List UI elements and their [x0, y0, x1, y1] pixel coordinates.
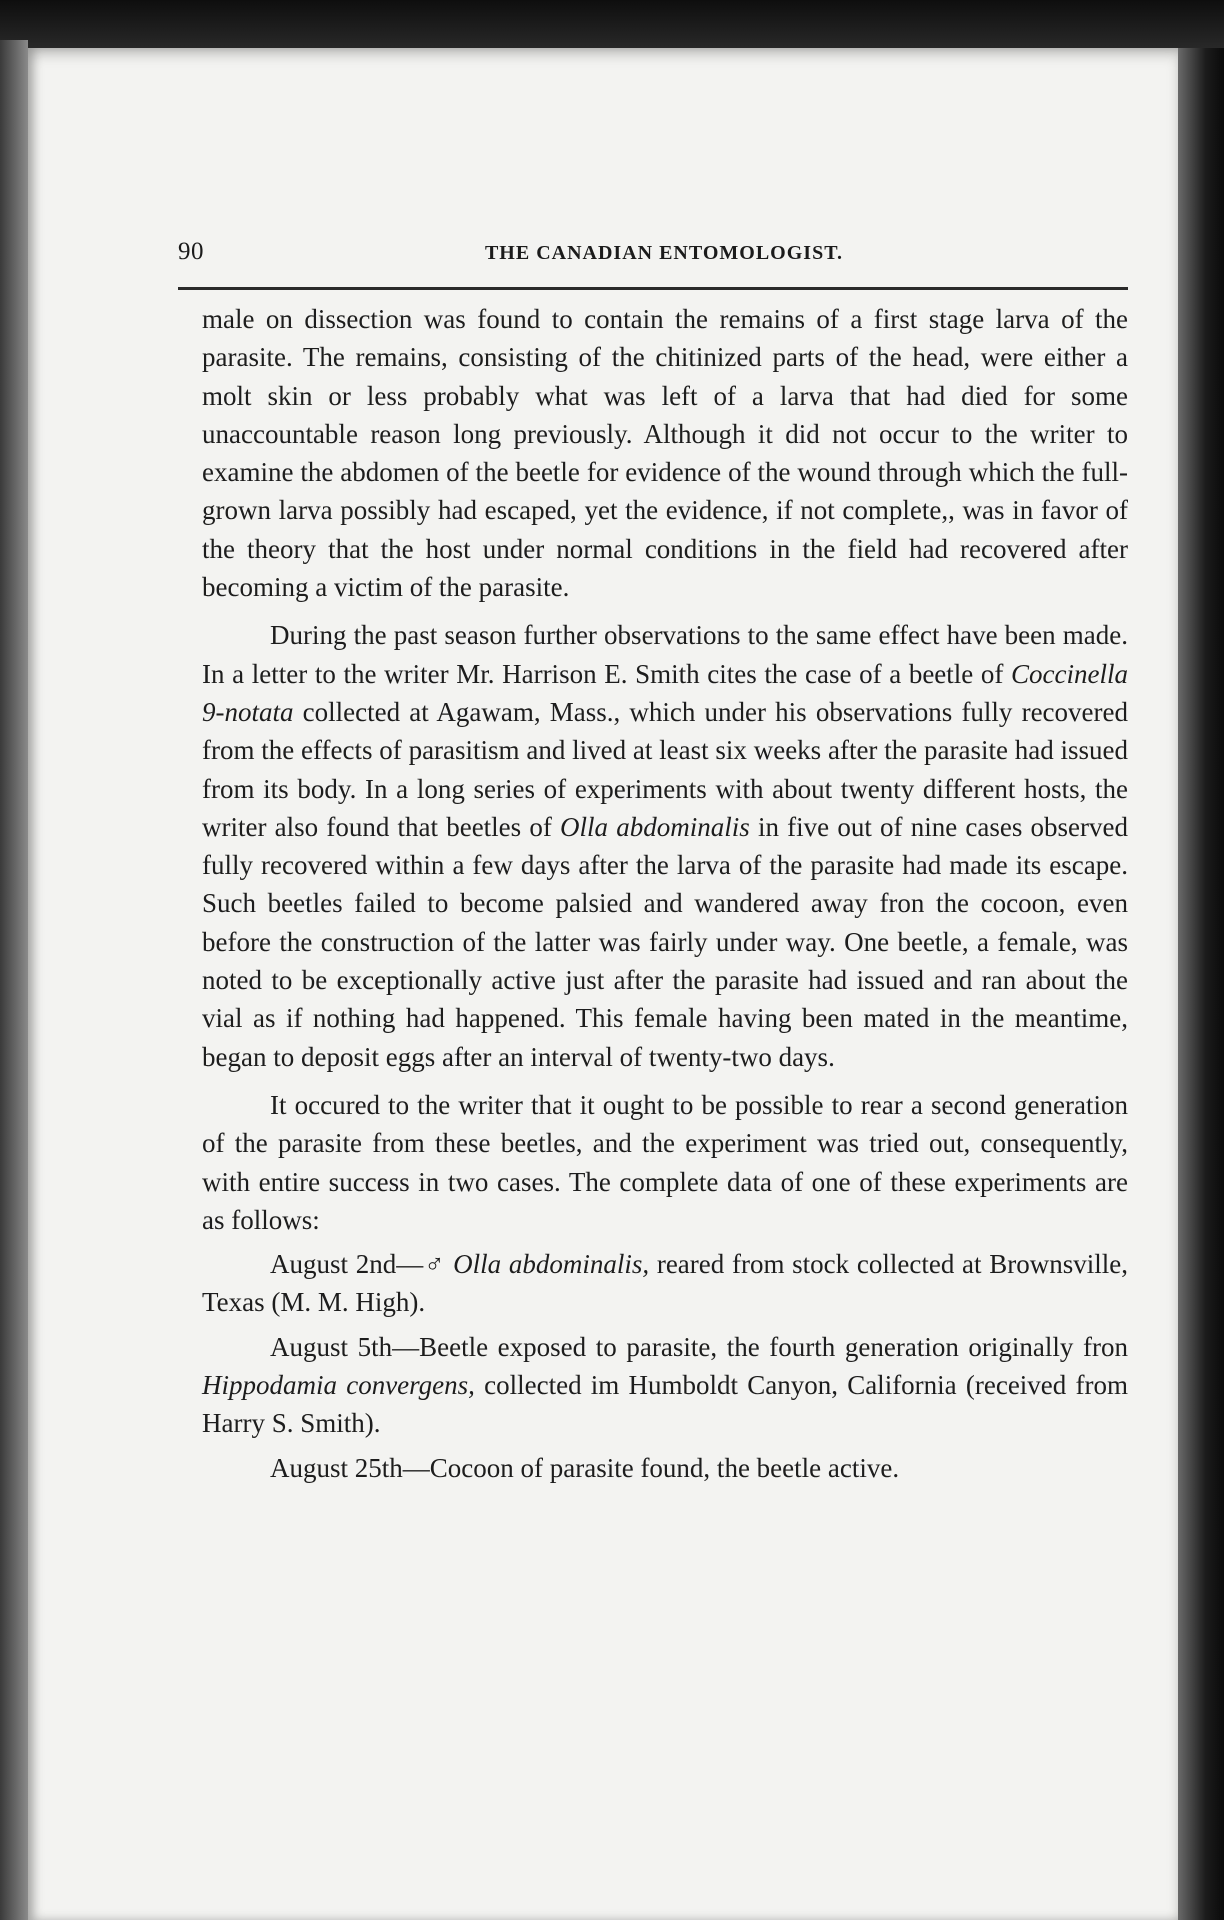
- entry-1-species: Olla abdominalis,: [453, 1249, 650, 1280]
- paragraph-3: It occured to the writer that it ought to be possible to rear a second generation of the parasite from these beetles, and the experiment was tried out, consequently, with entire success in two cases. The complete data of one of these experiments are as follows:: [202, 1089, 1128, 1235]
- page-number: 90: [178, 238, 204, 265]
- paragraph-2-text-a: During the past season further observations to the same effect have been made. In a letter to the writer Mr. Harrison E. Smith cites the case of a beetle of: [202, 620, 1128, 689]
- paragraph-1: male on dissection was found to contain the remains of a first stage larva of the parasite. The remains, consisting of the chitinized parts of the head, were either a molt skin or less probably what was left of a larva that had died for some unaccountable reason long previously. Although it did not occur to the writer to examine the abdomen of the beetle for evidence of the wound through which the full-grown larva possibly had escaped, yet the evidence, if not complete,, was in favor of the theory that the host under normal conditions in the field had recovered after becoming a victim of the parasite.: [202, 304, 1128, 603]
- page-header: [178, 238, 1130, 278]
- entry-1-text-a: August 2nd—♂: [270, 1249, 454, 1280]
- scan-left-edge: [0, 40, 28, 1920]
- paragraph-2-text-b: collected at Agawam, Mass., which under his observations fully recovered from the effects of parasitism and lived at least six weeks after the parasite had issued from its body. In a long series of experiments with about twenty different hosts, the writer also found that beetles of: [202, 696, 1128, 842]
- paragraph-2-text-c: in five out of nine cases observed fully recovered within a few days after the larva of the parasite had made its escape. Such beetles failed to become palsied and wandered away fron the cocoon, even before the construction of the latter was fairly under way. One beetle, a female, was noted to be exceptionally active just after the parasite had issued and ran about the vial as if nothing had happened. This female having been mated in the meantime, began to deposit eggs after an interval of twenty-two days.: [202, 811, 1128, 1072]
- entry-2-species: Hippodamia convergens,: [202, 1370, 475, 1401]
- species-coccinella: Coccinella 9-notata: [202, 658, 1128, 727]
- entry-august-5: [202, 1328, 1128, 1443]
- entry-august-2: [202, 1245, 1128, 1322]
- entry-2-text-a: August 5th—Beetle exposed to parasite, the fourth generation originally fron: [270, 1331, 1128, 1362]
- paragraph-2: [202, 616, 1128, 1076]
- entry-1-text-b: reared from stock collected at Brownsville, Texas (M. M. High).: [202, 1249, 1128, 1318]
- entry-august-25: August 25th—Cocoon of parasite found, the beetle active.: [270, 1452, 900, 1483]
- running-head: THE CANADIAN ENTOMOLOGIST.: [484, 242, 844, 264]
- book-spine-shadow: [1178, 48, 1224, 1920]
- entry-2-text-b: collected im Humboldt Canyon, California (received from Harry S. Smith).: [202, 1370, 1128, 1439]
- header-rule: [178, 287, 1128, 290]
- body-text: [202, 300, 1128, 1487]
- species-olla: Olla abdominalis: [560, 811, 750, 842]
- scan-top-edge: [0, 0, 1224, 52]
